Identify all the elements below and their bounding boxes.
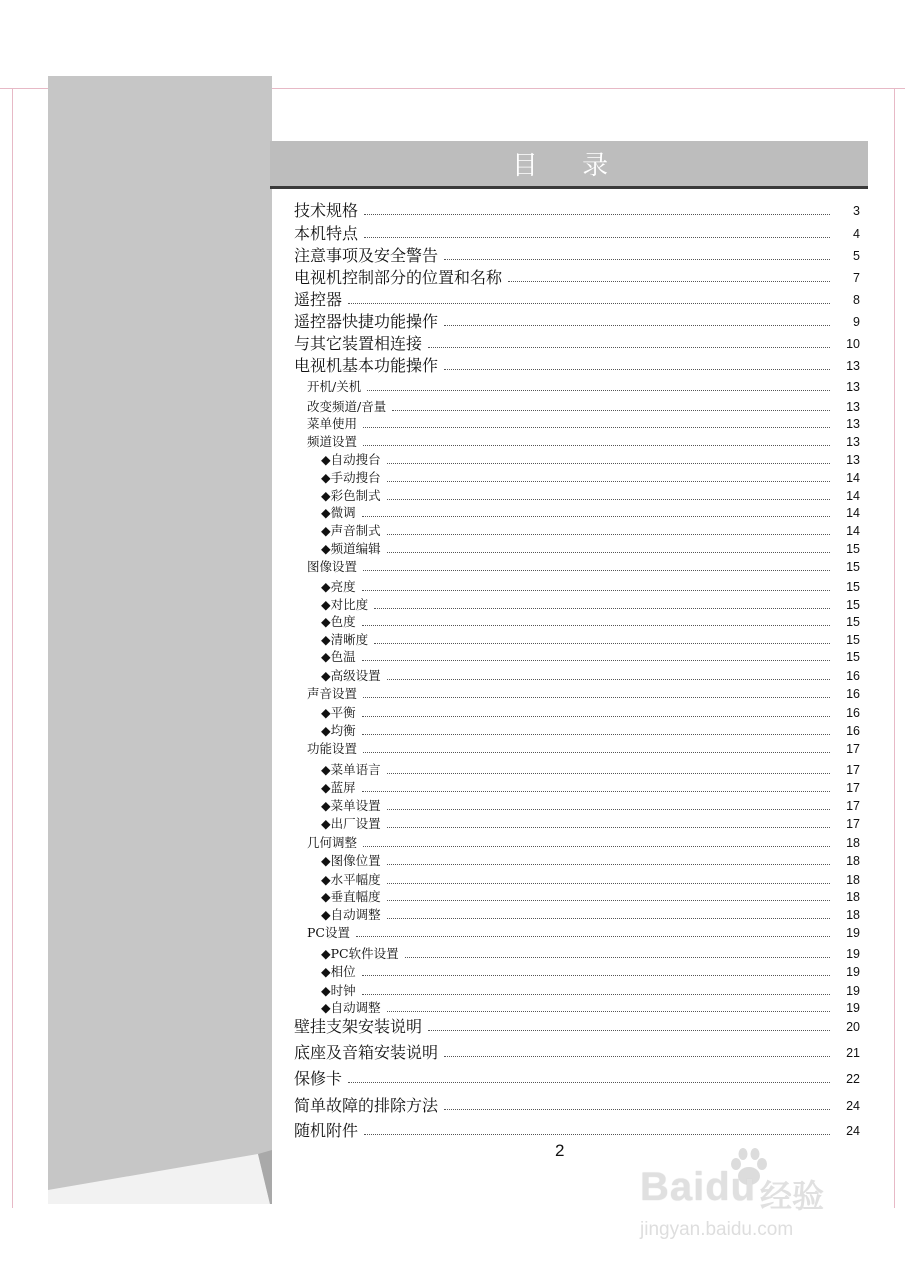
toc-entry	[294, 224, 860, 244]
toc-leader-dots	[362, 734, 830, 735]
toc-entry-page: 16	[846, 687, 860, 701]
toc-leader-dots	[405, 957, 830, 958]
toc-entry-page: 19	[846, 1001, 860, 1015]
toc-entry	[321, 577, 860, 597]
toc-entry-label: 本机特点	[294, 224, 359, 243]
toc-entry-label: PC设置	[307, 925, 350, 940]
toc-entry-page: 19	[846, 984, 860, 998]
toc-entry-label: ◆高级设置	[321, 668, 381, 683]
toc-leader-dots	[356, 936, 830, 937]
toc-leader-dots	[444, 325, 830, 326]
toc-entry-label: ◆自动搜台	[321, 452, 381, 467]
toc-entry	[307, 833, 860, 853]
toc-entry-label: 随机附件	[294, 1121, 359, 1140]
toc-entry-page: 15	[846, 598, 860, 612]
toc-entry-label: ◆PC软件设置	[321, 946, 399, 961]
toc-entry-page: 17	[846, 781, 860, 795]
toc-entry-label: ◆水平幅度	[321, 872, 381, 887]
toc-entry-page: 13	[846, 380, 860, 394]
toc-entry	[321, 521, 860, 541]
toc-entry	[321, 612, 860, 632]
toc-entry-page: 4	[853, 227, 860, 241]
toc-leader-dots	[387, 827, 830, 828]
toc-entry-label: 开机/关机	[307, 379, 362, 394]
page-number: 2	[555, 1141, 565, 1160]
toc-entry-label: 与其它装置相连接	[294, 334, 423, 353]
toc-leader-dots	[444, 259, 830, 260]
toc-leader-dots	[444, 1056, 830, 1057]
toc-leader-dots	[362, 716, 830, 717]
toc-entry-page: 15	[846, 560, 860, 574]
baidu-watermark	[640, 1145, 870, 1245]
toc-entry-label: ◆频道编辑	[321, 541, 381, 556]
toc-entry	[321, 503, 860, 523]
toc-entry-label: ◆亮度	[321, 579, 356, 594]
toc-leader-dots	[363, 752, 830, 753]
toc-entry-label: 底座及音箱安装说明	[294, 1043, 439, 1062]
toc-leader-dots	[387, 918, 830, 919]
toc-entry	[294, 312, 860, 332]
toc-leader-dots	[387, 463, 830, 464]
toc-entry-page: 15	[846, 633, 860, 647]
toc-entry-page: 13	[846, 435, 860, 449]
toc-leader-dots	[387, 900, 830, 901]
toc-entry-label: 技术规格	[294, 201, 359, 220]
toc-entry-page: 17	[846, 742, 860, 756]
toc-leader-dots	[363, 570, 830, 571]
toc-entry-page: 17	[846, 799, 860, 813]
toc-leader-dots	[364, 1134, 830, 1135]
toc-entry	[294, 1096, 860, 1116]
toc-leader-dots	[387, 679, 830, 680]
toc-entry	[294, 290, 860, 310]
toc-entry	[321, 962, 860, 982]
toc-leader-dots	[444, 1109, 830, 1110]
toc-entry-page: 20	[846, 1020, 860, 1034]
toc-entry	[321, 814, 860, 834]
toc-entry-page: 13	[846, 400, 860, 414]
toc-leader-dots	[362, 975, 830, 976]
toc-entry-page: 19	[846, 965, 860, 979]
toc-entry-label: 电视机控制部分的位置和名称	[294, 268, 503, 287]
toc-entry-page: 15	[846, 542, 860, 556]
toc-entry	[307, 377, 860, 397]
toc-entry-label: ◆声音制式	[321, 523, 381, 538]
toc-leader-dots	[348, 1082, 830, 1083]
toc-entry-page: 24	[846, 1099, 860, 1113]
toc-entry-label: 遥控器快捷功能操作	[294, 312, 439, 331]
toc-entry-page: 13	[846, 417, 860, 431]
toc-entry	[321, 721, 860, 741]
toc-entry-label: 声音设置	[307, 686, 358, 701]
toc-entry-page: 15	[846, 615, 860, 629]
toc-entry-label: 注意事项及安全警告	[294, 246, 439, 265]
toc-leader-dots	[387, 883, 830, 884]
toc-entry-label: ◆彩色制式	[321, 488, 381, 503]
toc-entry-label: ◆菜单语言	[321, 762, 381, 777]
toc-entry-page: 16	[846, 706, 860, 720]
toc-leader-dots	[387, 864, 830, 865]
toc-entry-page: 14	[846, 471, 860, 485]
toc-entry	[307, 414, 860, 434]
toc-entry	[294, 246, 860, 266]
toc-entry	[321, 450, 860, 470]
watermark-logo: Baidu	[640, 1165, 757, 1209]
watermark-url: jingyan.baidu.com	[640, 1219, 794, 1240]
toc-leader-dots	[508, 281, 830, 282]
toc-entry-label: ◆相位	[321, 964, 356, 979]
toc-leader-dots	[364, 214, 830, 215]
toc-entry-label: ◆垂直幅度	[321, 889, 381, 904]
toc-entry	[321, 703, 860, 723]
toc-entry-label: ◆色度	[321, 614, 356, 629]
toc-entry-label: 改变频道/音量	[307, 399, 387, 414]
toc-entry	[294, 1069, 860, 1089]
toc-leader-dots	[348, 303, 830, 304]
toc-entry-page: 15	[846, 650, 860, 664]
toc-entry	[294, 1017, 860, 1037]
toc-entry	[321, 887, 860, 907]
toc-entry-label: ◆菜单设置	[321, 798, 381, 813]
toc-entry-page: 18	[846, 908, 860, 922]
toc-entry-page: 14	[846, 524, 860, 538]
toc-entry-page: 8	[853, 293, 860, 307]
toc-entry-label: ◆蓝屏	[321, 780, 356, 795]
toc-entry	[307, 557, 860, 577]
toc-leader-dots	[362, 660, 830, 661]
toc-entry	[294, 268, 860, 288]
toc-entry-page: 21	[846, 1046, 860, 1060]
toc-leader-dots	[362, 791, 830, 792]
toc-entry	[294, 334, 860, 354]
toc-entry-label: ◆微调	[321, 505, 356, 520]
toc-entry-page: 24	[846, 1124, 860, 1138]
toc-entry	[307, 923, 860, 943]
toc-entry-label: ◆色温	[321, 649, 356, 664]
toc-entry-label: ◆时钟	[321, 983, 356, 998]
toc-entry-label: 简单故障的排除方法	[294, 1096, 439, 1115]
toc-entry	[294, 1043, 860, 1063]
toc-entry-page: 17	[846, 763, 860, 777]
toc-entry-page: 16	[846, 724, 860, 738]
toc-leader-dots	[363, 427, 830, 428]
toc-entry	[307, 432, 860, 452]
toc-entry	[321, 778, 860, 798]
toc-entry	[321, 998, 860, 1018]
toc-entry-label: 壁挂支架安装说明	[294, 1017, 423, 1036]
toc-entry	[321, 905, 860, 925]
toc-entry-label: 电视机基本功能操作	[294, 356, 439, 375]
toc-entry	[321, 760, 860, 780]
toc-entry-page: 18	[846, 890, 860, 904]
toc-entry-page: 17	[846, 817, 860, 831]
toc-entry	[321, 851, 860, 871]
toc-entry-label: ◆对比度	[321, 597, 369, 612]
toc-entry-label: ◆图像位置	[321, 853, 381, 868]
toc-entry	[321, 539, 860, 559]
toc-leader-dots	[374, 608, 830, 609]
toc-leader-dots	[444, 369, 830, 370]
toc-leader-dots	[428, 1030, 830, 1031]
watermark-cn: 经验	[760, 1177, 825, 1215]
toc-leader-dots	[387, 809, 830, 810]
toc-leader-dots	[364, 237, 830, 238]
toc-entry-label: 频道设置	[307, 434, 358, 449]
toc-leader-dots	[387, 552, 830, 553]
toc-leader-dots	[362, 994, 830, 995]
page-title: 目 录	[511, 151, 627, 181]
toc-entry-page: 18	[846, 836, 860, 850]
toc-entry-page: 15	[846, 580, 860, 594]
toc-entry-label: ◆清晰度	[321, 632, 369, 647]
toc-leader-dots	[387, 534, 830, 535]
toc-entry-page: 13	[846, 359, 860, 373]
toc-entry	[321, 647, 860, 667]
toc-entry	[307, 739, 860, 759]
toc-entry	[321, 944, 860, 964]
toc-entry-label: 菜单使用	[307, 416, 358, 431]
toc-entry-page: 9	[853, 315, 860, 329]
toc-entry	[294, 356, 860, 376]
toc-entry-label: ◆自动调整	[321, 1000, 381, 1015]
toc-entry	[294, 1121, 860, 1141]
toc-entry	[321, 468, 860, 488]
toc-entry-page: 14	[846, 506, 860, 520]
toc-entry	[307, 684, 860, 704]
toc-entry-page: 7	[853, 271, 860, 285]
toc-entry-label: 图像设置	[307, 559, 358, 574]
toc-leader-dots	[387, 499, 830, 500]
toc-entry-page: 10	[846, 337, 860, 351]
toc-leader-dots	[367, 390, 830, 391]
toc-entry-label: 几何调整	[307, 835, 358, 850]
toc-leader-dots	[362, 516, 830, 517]
toc-entry-page: 3	[853, 204, 860, 218]
toc-entry	[321, 796, 860, 816]
toc-leader-dots	[387, 773, 830, 774]
toc-entry-page: 5	[853, 249, 860, 263]
toc-entry-label: ◆出厂设置	[321, 816, 381, 831]
toc-entry-page: 22	[846, 1072, 860, 1086]
toc-entry-page: 14	[846, 489, 860, 503]
toc-leader-dots	[387, 481, 830, 482]
toc-entry-label: ◆均衡	[321, 723, 356, 738]
toc-entry-label: ◆手动搜台	[321, 470, 381, 485]
toc-leader-dots	[363, 445, 830, 446]
toc-entry-label: 遥控器	[294, 290, 343, 309]
toc-leader-dots	[374, 643, 830, 644]
toc-entry-page: 13	[846, 453, 860, 467]
toc-entry-label: ◆平衡	[321, 705, 356, 720]
toc-leader-dots	[362, 590, 830, 591]
toc-entry-page: 19	[846, 947, 860, 961]
toc-leader-dots	[363, 846, 830, 847]
toc-entry	[294, 201, 860, 221]
toc-entry-label: 功能设置	[307, 741, 358, 756]
toc-entry-page: 16	[846, 669, 860, 683]
toc-entry-label: 保修卡	[294, 1069, 343, 1088]
toc-leader-dots	[363, 697, 830, 698]
toc-entry-page: 18	[846, 873, 860, 887]
toc-leader-dots	[428, 347, 830, 348]
toc-entry-page: 18	[846, 854, 860, 868]
toc-entry-page: 19	[846, 926, 860, 940]
toc-leader-dots	[392, 410, 830, 411]
toc-entry-label: ◆自动调整	[321, 907, 381, 922]
toc-leader-dots	[387, 1011, 830, 1012]
toc-entry	[321, 666, 860, 686]
toc-leader-dots	[362, 625, 830, 626]
